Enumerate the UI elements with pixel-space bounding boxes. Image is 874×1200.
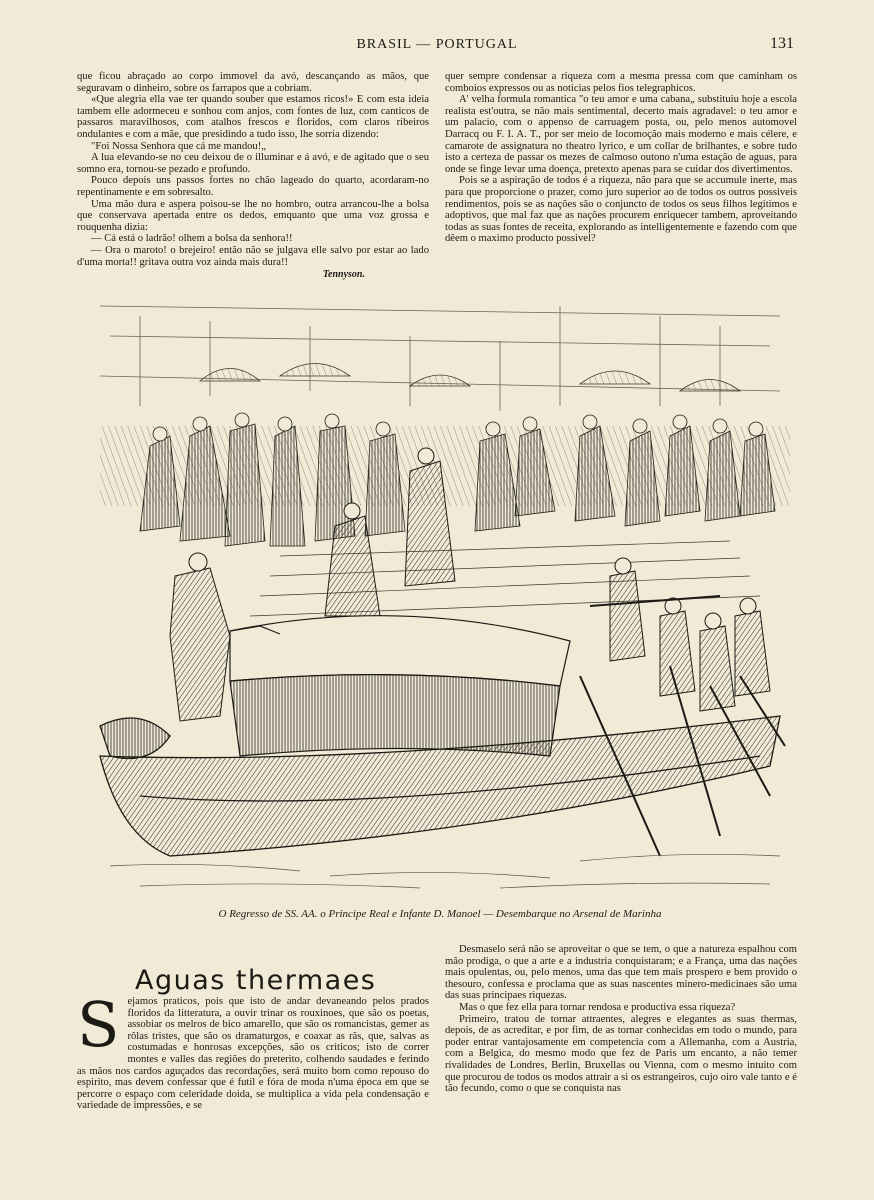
paragraph: que ficou abraçado ao corpo immovel da avó, descançando as mãos, que seguravam o dinheiro, sobre os farrapos que a cobriam. xyxy=(77,71,429,94)
paragraph: A' velha formula romantica "o teu amor e uma cabana„ substituiu hoje a escola realista est'outra, se não mais sentimental, decerto mais agradavel: o teu amor e um palacio, com o appenso de carruagem posta, ou, pelo menos automovel Darracq ou F. I. A. T., por ser meio de locomoção mais moderno e mais célere, e camarote de assignatura no theatro lyrico, e um collar de brilhantes, e sobre tudo isto a certeza de passar os mezes de calmoso outono n'uma estação de aguas, para onde se finge levar uma doença, pretexto apenas para se cuidar dos divertimentos. xyxy=(445,94,797,175)
author-signature: Tennyson. xyxy=(322,269,365,281)
drop-cap: S xyxy=(77,988,120,1061)
article-right-column xyxy=(445,944,797,1095)
paragraph: — Ora o maroto! o brejeiro! então não se julgava elle salvo por estar ao lado d'uma morta!! gritava outra voz ainda mais dura!! xyxy=(77,244,429,268)
paragraph: ejamos praticos, pois que isto de andar devaneando pelos prados floridos da litteratura, a ouvir trinar os rouxinoes, que são os poetas, assobiar os melros de bico amarello, que são os romancistas, gemer as rôlas tristes, que são os dramaturgos, e coaxar as rãs, que, salvas as costumadas e honrosas excepções, são os criticos; isto de correr montes e valles das regiões do preterito, colhendo saudades e ferindo as mãos nos cardos aguçados das recordações, será muito bom como repouso do espirito, mas devem confessar que é futil e fóra de moda n'uma época em que se percorre o espaço com celeridade doida, se multiplica a vida pela condensação e variedade de impressões, e se xyxy=(77,996,429,1112)
paragraph: «Que alegria ella vae ter quando souber que estamos ricos!» E com esta ideia tambem elle adormeceu e sonhou com anjos, com fontes de luz, com canticos de passaros maravilhosos, com atalhos frescos e floridos, com claros ribeiros ondulantes e com a mãe, que presidindo a tudo isso, lhe sorria dizendo: xyxy=(77,94,429,140)
paragraph: Pouco depois uns passos fortes no chão lageado do quarto, acordaram-no repentinamente e em sobresalto. xyxy=(77,175,429,198)
paragraph: Primeiro, tratou de tornar attraentes, alegres e elegantes as suas thermas, depois, de as acreditar, e por fim, de as tornar conhecidas em todo o mundo, para poder entrar vantajosamente em competencia com a Allemanha, com a Austria, com a Belgica, do mesmo modo que fez de Paris um encanto, a não temer rivalidades de Londres, Berlin, Bruxellas ou Vienna, com o mesmo intuito com que procurou de todos os modos attrair a si os estrangeiros, cujo oiro vale tanto e é tão fecundo, como o que se conquista nas xyxy=(445,1013,797,1095)
illustration-caption: O Regresso de SS. AA. o Principe Real e Infante D. Manoel — Desembarque no Arsenal de Marinha xyxy=(218,908,662,920)
boat-canopy xyxy=(230,616,570,756)
engraving-svg xyxy=(80,296,800,898)
top-left-column xyxy=(77,71,429,281)
umbrellas xyxy=(200,364,740,392)
paragraph: Pois se a aspiração de todos é a riqueza, não para que se accumule inerte, mas para que proporcione o prazer, como juro superior ao de todos os outros possiveis rendimentos, pois se as nações são o conjuncto de todos os seus filhos legitimos e adoptivos, que mal faz que as nações procurem enriquecer tambem, aproveitando todas as suas fontes de receita, explorando as intelligentemente e fazendo com que dêem o maximo producto possivel? xyxy=(445,175,797,245)
paragraph: Mas o que fez ella para tornar rendosa e productiva essa riqueza? xyxy=(459,1001,736,1013)
top-right-column xyxy=(445,71,797,245)
page-number: 131 xyxy=(770,35,794,52)
paragraph: A lua elevando-se no ceu deixou de o illuminar e á avó, e de agitado que o seu somno era, tornou-se pezado e profundo. xyxy=(77,152,429,175)
article-left-column xyxy=(77,988,429,1112)
oarsmen xyxy=(610,558,770,711)
paragraph: "Foi Nossa Senhora que cá me mandou!„ xyxy=(91,140,266,152)
paragraph: Desmaselo será não se aproveitar o que se tem, o que a natureza espalhou com mão prodiga, o que a arte e a industria conquistaram; e a França, uma das nações mais opulentas, ou, pelo menos, uma das que tem mais prospero e bem provido o thesouro, confessa e proclama que as suas nascentes minero-medicinaes são uma das suas principaes riquezas. xyxy=(445,944,797,1002)
water xyxy=(110,854,780,888)
article-title: Aguas thermaes xyxy=(135,965,377,997)
paragraph: Uma mão dura e aspera poisou-se lhe no hombro, outra arrancou-lhe a bolsa que conservava apertada entre os dedos, emquanto que uma voz grossa e rouquenha dizia: xyxy=(77,198,429,233)
standing-man xyxy=(170,553,230,721)
running-head xyxy=(0,37,874,57)
background-architecture xyxy=(100,306,780,411)
paragraph: quer sempre condensar a riqueza com a mesma pressa com que caminham os comboios expressos ou as noticias pelos fios telegraphicos. xyxy=(445,71,797,94)
engraving-illustration xyxy=(80,296,800,898)
paragraph: — Cá está o ladrão! olhem a bolsa da senhora!! xyxy=(91,233,293,245)
publication-title: BRASIL — PORTUGAL xyxy=(356,37,518,52)
